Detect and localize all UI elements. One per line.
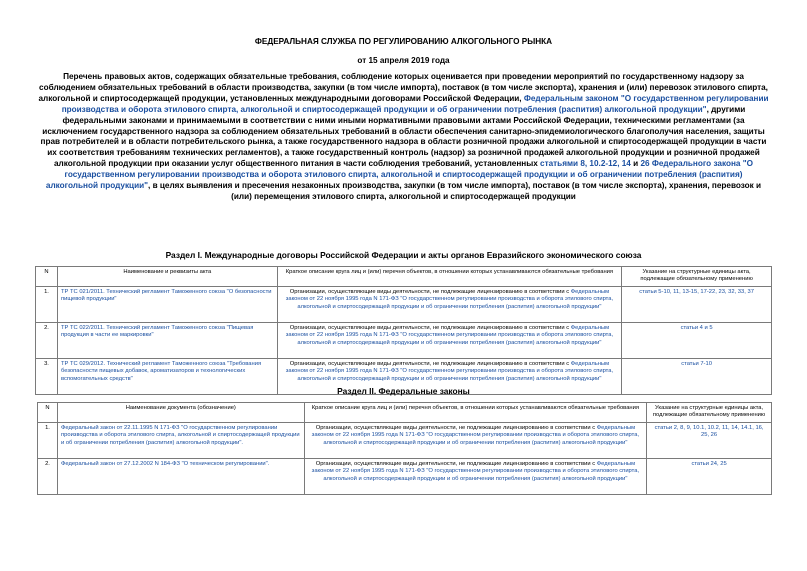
table-header-row xyxy=(38,403,772,423)
description-text: Организации, осуществляющие виды деятельности, не подлежащие лицензированию в соответствии с xyxy=(289,360,571,367)
preamble-text-4: , в целях выявления и пресечения незаконных производства, закупки (в том числе импорта), поставок (в том числе экспорта), хранения, перевозок и (или) перемещения этилового спирта, алкогольной и спиртосодержащей продукции xyxy=(148,181,762,201)
col-header-units: Указание на структурные единицы акта, подлежащие обязательному применению xyxy=(622,267,772,287)
row-number: 1. xyxy=(36,286,58,322)
units-link[interactable]: статьи 4 и 5 xyxy=(622,322,772,358)
article-26-link[interactable]: 26 Федерального закона "О государственном регулировании производства и оборота этилового спирта, алкогольной и спиртосодержащей продукции и об ограничении потребления (распития) алкогольной продукции" xyxy=(45,159,753,191)
row-description xyxy=(304,458,646,494)
federal-law-link[interactable]: Федеральным законом "О государственном регулировании производства и оборота этилового спирта, алкогольной и спиртосодержащей продукции и об ограничении потребления (распития) алкогольной продукции" xyxy=(61,93,769,114)
description-link[interactable]: Федеральным законом от 22 ноября 1995 года N 171-ФЗ "О государственном регулировании производства и оборота этилового спирта, алкогольной и спиртосодержащей продукции и об ограничении потребления (распития) алкогольной продукции" xyxy=(285,288,614,310)
table-row xyxy=(38,422,772,458)
preamble-text-1: Перечень правовых актов, содержащих обязательные требования, соблюдение которых оценивается при проведении мероприятий по государственному надзору за соблюдением обязательных требований в области производства, закупки (в том числе импорта), поставок (в том числе экспорта), хранения и (или) перевозок этилового спирта, алкогольной и спиртосодержащей продукции, установленных международными договорами Российской Федерации, xyxy=(38,72,768,103)
act-link[interactable]: ТР ТС 021/2011. Технический регламент Таможенного союза "О безопасности пищевой продукции" xyxy=(57,286,277,322)
agency-title: ФЕДЕРАЛЬНАЯ СЛУЖБА ПО РЕГУЛИРОВАНИЮ АЛКОГОЛЬНОГО РЫНКА xyxy=(254,37,553,46)
act-link[interactable]: ТР ТС 022/2011. Технический регламент Таможенного союза "Пищевая продукция в части ее маркировки" xyxy=(57,322,277,358)
document-date: от 15 апреля 2019 года xyxy=(357,56,450,65)
preamble-text-2: , другими федеральными законами и принимаемыми в соответствии с ними иными нормативными правовыми актами Российской Федерации, техническими регламентами (за исключением государственного надзора за соблюдением обязательных требований в области обеспечения санитарно-эпидемиологического благополучия населения, защиты прав потребителей и в области потребительского рынка, а также государственного надзора в области розничной продажи алкогольной и спиртосодержащей продукции в части их соответствия требованиям технических регламентов), а также государственный контроль (надзор) за розничной продажей алкогольной продукции и розничной продажей алкогольной продукции при оказании услуг общественного питания в части соблюдения требований, установленных xyxy=(40,104,767,169)
description-link[interactable]: Федеральным законом от 22 ноября 1995 года N 171-ФЗ "О государственном регулировании производства и оборота этилового спирта, алкогольной и спиртосодержащей продукции и об ограничении потребления (распития) алкогольной продукции" xyxy=(311,460,640,482)
document-preamble xyxy=(38,72,769,203)
act-link[interactable]: Федеральный закон от 22.11.1995 N 171-ФЗ "О государственном регулировании производства и оборота этилового спирта, алкогольной и спиртосодержащей продукции и об ограничении потребления (распития) алкогольной продукции". xyxy=(57,422,304,458)
description-text: Организации, осуществляющие виды деятельности, не подлежащие лицензированию в соответствии с xyxy=(315,424,597,431)
description-text: Организации, осуществляющие виды деятельности, не подлежащие лицензированию в соответствии с xyxy=(289,324,571,331)
row-description xyxy=(277,322,621,358)
col-header-document: Наименование документа (обозначение) xyxy=(57,403,304,423)
section-2-title: Раздел II. Федеральные законы xyxy=(337,386,470,396)
row-number: 1. xyxy=(38,422,58,458)
row-description xyxy=(304,422,646,458)
description-link[interactable]: Федеральным законом от 22 ноября 1995 года N 171-ФЗ "О государственном регулировании производства и оборота этилового спирта, алкогольной и спиртосодержащей продукции и об ограничении потребления (распития) алкогольной продукции" xyxy=(311,424,640,446)
table-row xyxy=(36,322,772,358)
row-number: 2. xyxy=(38,458,58,494)
description-text: Организации, осуществляющие виды деятельности, не подлежащие лицензированию в соответствии с xyxy=(315,460,597,467)
col-header-description: Краткое описание круга лиц и (или) перечня объектов, в отношении которых устанавливаются обязательные требования xyxy=(304,403,646,423)
col-header-n: N xyxy=(36,267,58,287)
preamble-text-3: и xyxy=(630,159,641,169)
description-link[interactable]: Федеральным законом от 22 ноября 1995 года N 171-ФЗ "О государственном регулировании производства и оборота этилового спирта, алкогольной и спиртосодержащей продукции и об ограничении потребления (распития) алкогольной продукции" xyxy=(285,360,614,382)
act-link[interactable]: ТР ТС 029/2012. Технический регламент Таможенного союза "Требования безопасности пищевых добавок, ароматизаторов и технологических вспомогательных средств" xyxy=(57,358,277,394)
act-link[interactable]: Федеральный закон от 27.12.2002 N 184-ФЗ "О техническом регулировании". xyxy=(57,458,304,494)
col-header-description: Краткое описание круга лиц и (или) перечня объектов, в отношении которых устанавливаются обязательные требования xyxy=(277,267,621,287)
units-link[interactable]: статьи 5-10, 11, 13-15, 17-22, 23, 32, 33, 37 xyxy=(622,286,772,322)
units-link[interactable]: статьи 2, 8, 9, 10.1, 10.2, 11, 14, 14.1, 16, 25, 26 xyxy=(647,422,772,458)
section-1-title: Раздел I. Международные договоры Российской Федерации и акты органов Евразийского экономического союза xyxy=(165,250,642,260)
row-number: 3. xyxy=(36,358,58,394)
description-text: Организации, осуществляющие виды деятельности, не подлежащие лицензированию в соответствии с xyxy=(289,288,571,295)
articles-link[interactable]: статьями 8, 10.2-12, 14 xyxy=(540,159,631,169)
table-row xyxy=(38,458,772,494)
table-header-row xyxy=(36,267,772,287)
row-number: 2. xyxy=(36,322,58,358)
row-description xyxy=(277,286,621,322)
col-header-units: Указание на структурные единицы акта, подлежащие обязательному применению xyxy=(647,403,772,423)
section-2-table xyxy=(37,402,772,495)
table-row xyxy=(36,286,772,322)
section-1-table xyxy=(35,266,772,395)
units-link[interactable]: статьи 24, 25 xyxy=(647,458,772,494)
units-link[interactable]: статьи 7-10 xyxy=(622,358,772,394)
col-header-act: Наименование и реквизиты акта xyxy=(57,267,277,287)
description-link[interactable]: Федеральным законом от 22 ноября 1995 года N 171-ФЗ "О государственном регулировании производства и оборота этилового спирта, алкогольной и спиртосодержащей продукции и об ограничении потребления (распития) алкогольной продукции" xyxy=(285,324,614,346)
col-header-n: N xyxy=(38,403,58,423)
